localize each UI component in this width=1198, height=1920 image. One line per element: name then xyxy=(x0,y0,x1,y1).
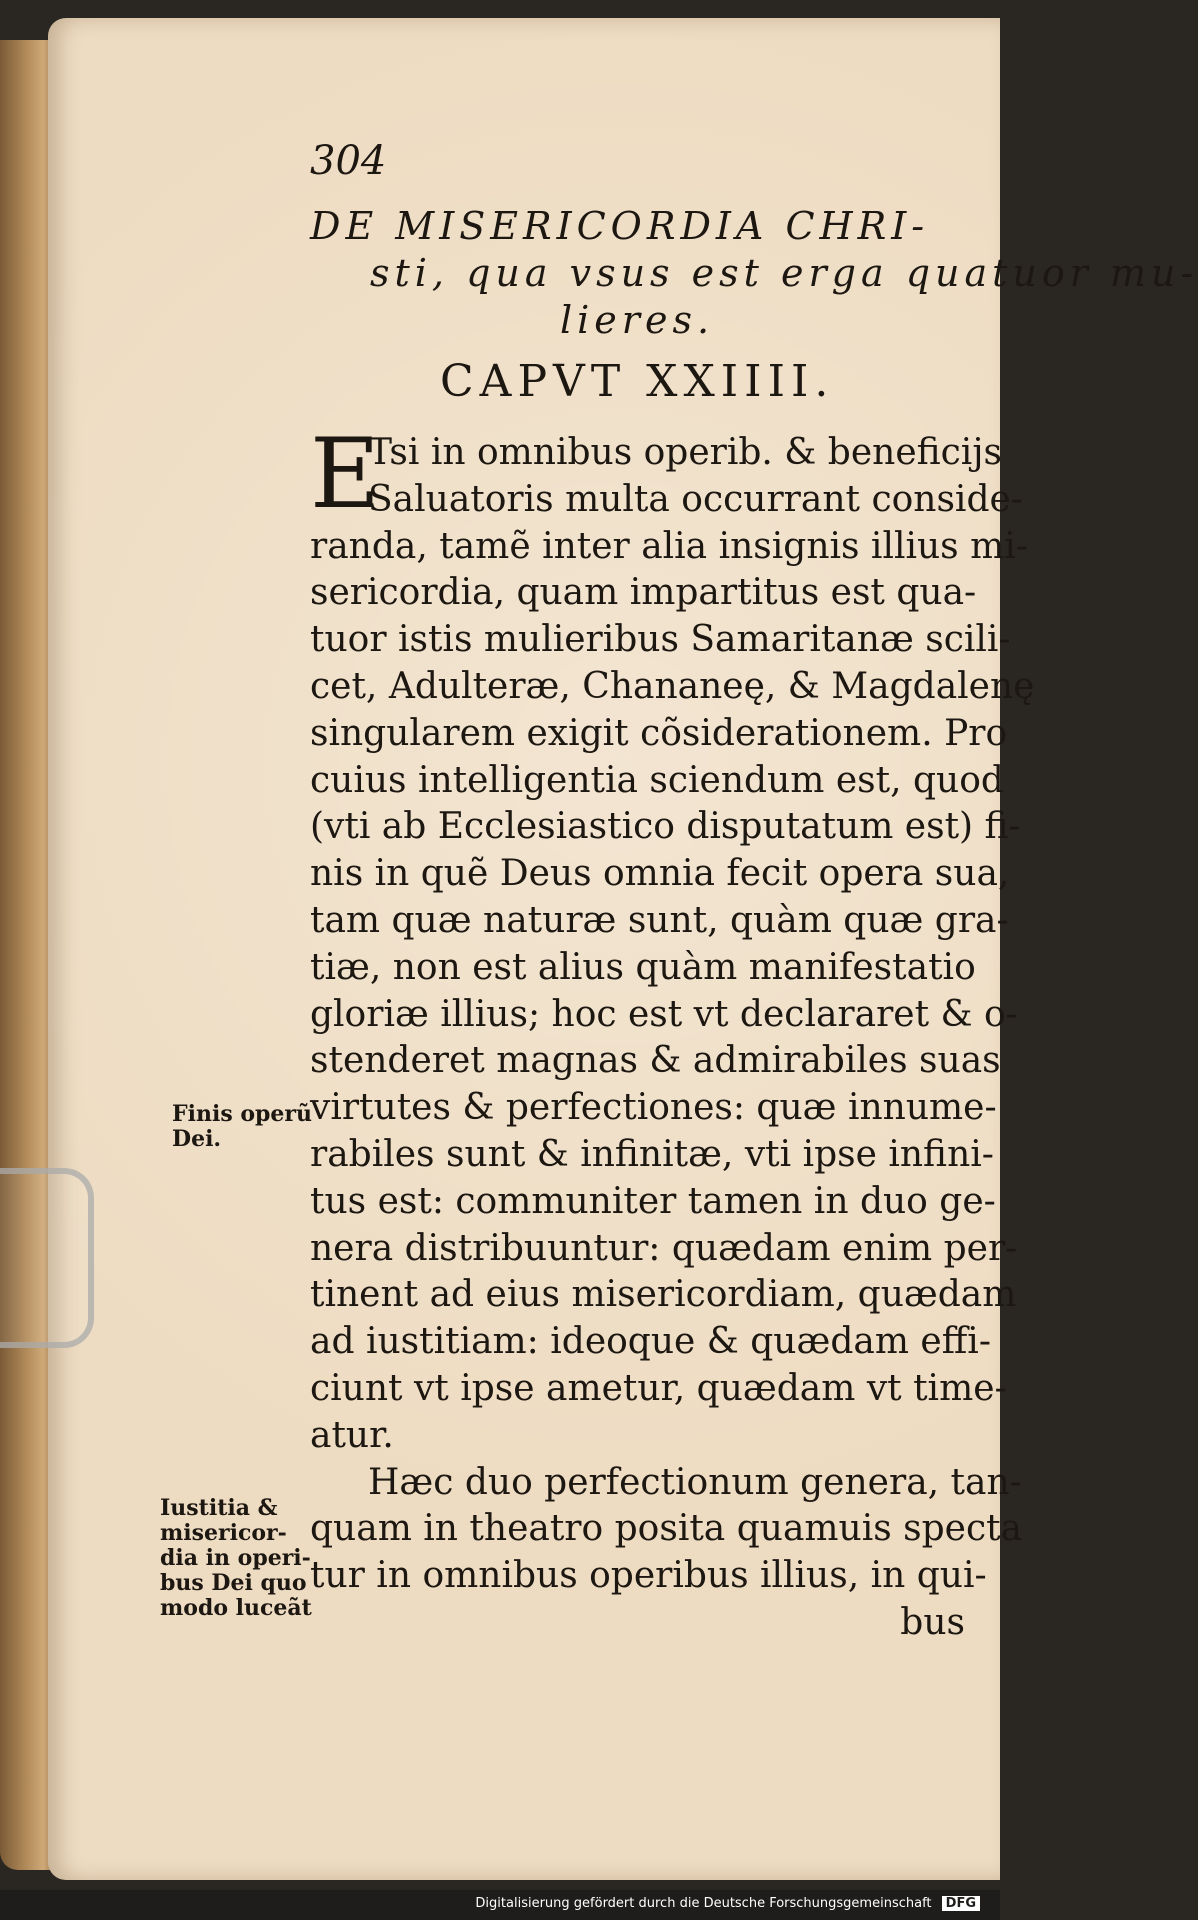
footer-text: Digitalisierung gefördert durch die Deutsche Forschungsgemeinschaft xyxy=(475,1896,932,1911)
text-line: tuor istis mulieribus Samaritanæ scili- xyxy=(310,619,1011,661)
text-line: ad iustitiam: ideoque & quædam effi- xyxy=(310,1321,991,1363)
marginal-note-line: Dei. xyxy=(172,1126,222,1152)
text-line: tur in omnibus operibus illius, in qui- xyxy=(310,1555,987,1597)
marginal-note-line: modo luceãt xyxy=(160,1595,312,1621)
page-clip xyxy=(0,1168,94,1348)
text-line: rabiles sunt & infinitæ, vti ipse infini- xyxy=(310,1133,994,1175)
text-line: sericordia, quam impartitus est qua- xyxy=(310,572,977,614)
marginal-note-line: bus Dei quo xyxy=(160,1570,307,1596)
text-line: singularem exigit cõsiderationem. Pro xyxy=(310,712,1008,754)
text-line: nis in quẽ Deus omnia fecit opera sua, xyxy=(310,853,1010,895)
marginal-note xyxy=(160,1496,312,1621)
text-line: cuius intelligentia sciendum est, quod xyxy=(310,759,1004,801)
main-text xyxy=(310,430,1035,1647)
text-line: stenderet magnas & admirabiles suas xyxy=(310,1040,1001,1082)
text-line: atur. xyxy=(310,1414,394,1456)
page-number: 304 xyxy=(310,138,387,184)
text-line: virtutes & perfectiones: quæ innume- xyxy=(310,1087,997,1129)
text-line: ciunt vt ipse ametur, quædam vt time- xyxy=(310,1367,1007,1409)
text-line: Saluatoris multa occurrant conside- xyxy=(368,478,1023,520)
title-line: sti, qua vsus est erga quatuor mu- xyxy=(370,250,1198,295)
text-line: bus xyxy=(900,1601,965,1643)
text-line: tam quæ naturæ sunt, quàm quæ gra- xyxy=(310,899,1009,941)
text-line: quam in theatro posita quamuis specta xyxy=(310,1508,1023,1550)
text-line: tinent ad eius misericordiam, quædam xyxy=(310,1274,1017,1316)
marginal-note xyxy=(172,1102,312,1152)
text-line: Tsi in omnibus operib. & beneficijs xyxy=(368,432,1002,473)
text-line: Hæc duo perfectionum genera, tan- xyxy=(368,1461,1022,1503)
text-line: (vti ab Ecclesiastico disputatum est) fi- xyxy=(310,806,1021,848)
marginal-note-line: misericor- xyxy=(160,1520,287,1546)
text-line: nera distribuuntur: quædam enim per- xyxy=(310,1227,1018,1269)
text-line: cet, Adulteræ, Chananeę, & Magdalenę xyxy=(310,665,1035,707)
running-title xyxy=(310,200,1198,342)
marginal-note-line: Iustitia & xyxy=(160,1495,278,1521)
marginal-note-line: dia in operi- xyxy=(160,1545,311,1571)
text-line: randa, tamẽ inter alia insignis illius mi- xyxy=(310,525,1028,567)
text-line: tiæ, non est alius quàm manifestatio xyxy=(310,946,976,988)
drop-cap: E xyxy=(310,418,381,530)
title-line: DE MISERICORDIA CHRI- xyxy=(310,204,930,248)
marginal-note-line: Finis operũ xyxy=(172,1101,313,1127)
text-line: tus est: communiter tamen in duo ge- xyxy=(310,1180,996,1222)
chapter-heading: CAPVT XXIIII. xyxy=(440,356,835,407)
title-line: lieres. xyxy=(560,297,715,342)
text-line: gloriæ illius; hoc est vt declararet & o- xyxy=(310,993,1018,1035)
footer-note xyxy=(475,1896,980,1911)
dfg-badge: DFG xyxy=(942,1896,980,1911)
